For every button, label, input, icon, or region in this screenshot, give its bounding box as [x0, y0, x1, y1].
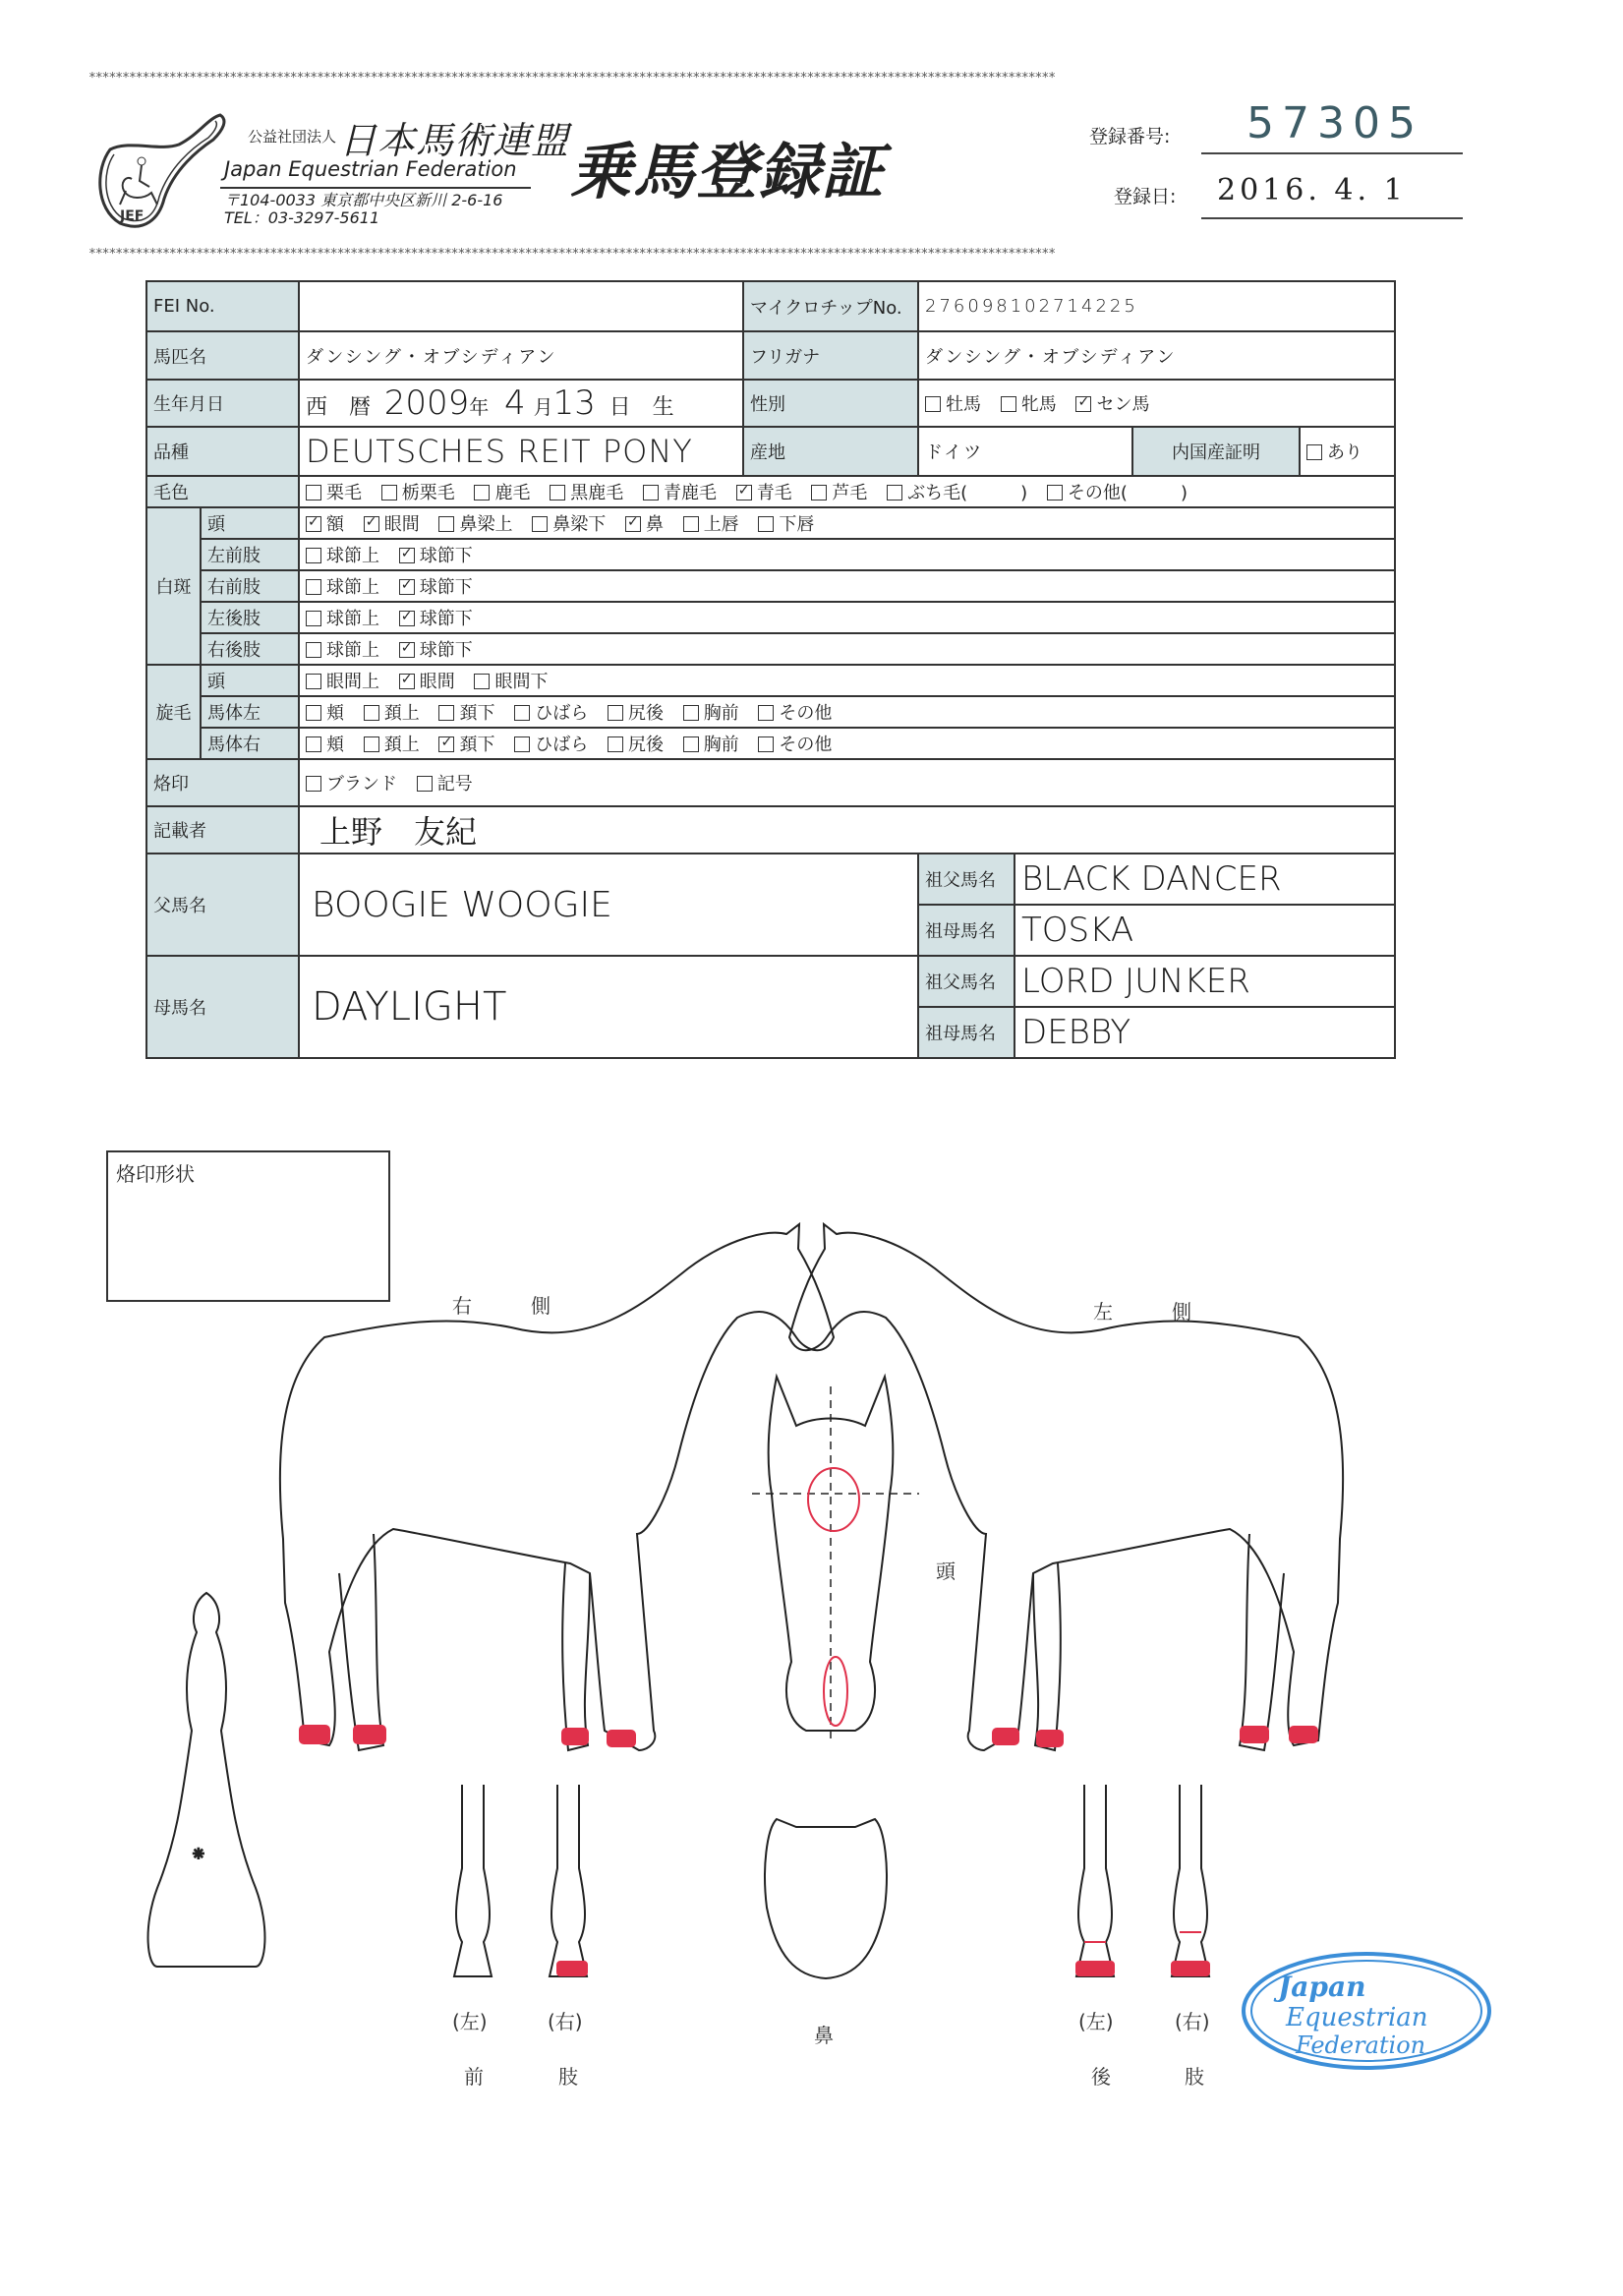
tel-line: TEL：03-3297-5611 — [224, 208, 380, 227]
breed-value[interactable]: DEUTSCHES REIT PONY — [299, 427, 743, 476]
option-label: ひばら — [535, 703, 589, 724]
sire-label: 父馬名 — [146, 854, 299, 956]
option-label: 頬 — [326, 735, 345, 755]
svg-text:Japan: Japan — [1278, 1971, 1366, 2003]
option-label: 頚下 — [459, 735, 495, 755]
option-label: 青鹿毛 — [663, 483, 717, 503]
hind-caption-2: 肢 — [1185, 2065, 1204, 2089]
option-label: 鼻梁下 — [552, 514, 607, 535]
fore-right-caption: (右) — [548, 2010, 583, 2033]
birth-day-unit: 日 生 — [609, 395, 674, 420]
sire-grandsire-value[interactable]: BLACK DANCER — [1014, 854, 1395, 905]
registration-date-label: 登録日: — [1114, 186, 1177, 207]
white-right-fore-label: 右前肢 — [201, 570, 299, 602]
option-label: その他 — [779, 735, 833, 755]
option-label: 鹿毛 — [494, 483, 531, 503]
option-label: 球節下 — [419, 609, 473, 629]
option-label: 球節下 — [419, 640, 473, 661]
option-label: セン馬 — [1096, 394, 1150, 415]
option-label: 尻後 — [627, 735, 664, 755]
right-side-horse-outline — [280, 1224, 834, 1750]
dam-granddam-value[interactable]: DEBBY — [1014, 1007, 1395, 1058]
document-title: 乗馬登録証 — [570, 136, 886, 207]
head-caption: 頭 — [936, 1560, 956, 1583]
birth-day: 13 — [552, 383, 596, 423]
recorder-value[interactable]: 上野 友紀 — [299, 806, 1395, 854]
birth-year: 2009 — [383, 383, 470, 423]
option-label: ブランド — [326, 774, 398, 795]
fore-left-caption: (左) — [452, 2010, 488, 2033]
fore-caption-2: 肢 — [558, 2065, 578, 2089]
option-label: 鼻 — [645, 514, 664, 535]
dam-value[interactable]: DAYLIGHT — [299, 956, 918, 1058]
recorder-label: 記載者 — [146, 806, 299, 854]
front-head-outline — [752, 1377, 919, 1740]
whorls-label: 旋毛 — [146, 665, 201, 759]
option-label: 頬 — [326, 703, 345, 724]
microchip-value[interactable]: 276098102714225 — [918, 281, 1395, 331]
option-label: 上唇 — [703, 514, 739, 535]
origin-label: 産地 — [743, 427, 918, 476]
whorl-head-label: 頭 — [201, 665, 299, 696]
birth-label: 生年月日 — [146, 380, 299, 427]
star-divider-top: ************************************************************************************************************************************************ — [88, 72, 1056, 86]
org-prefix: 公益社団法人 — [248, 128, 337, 146]
option-label: 胸前 — [703, 703, 739, 724]
svg-text:Equestrian: Equestrian — [1286, 2003, 1428, 2032]
brand-shape-label: 烙印形状 — [116, 1162, 195, 1186]
top-view-horse-outline — [148, 1593, 265, 1967]
fore-caption-1: 前 — [464, 2065, 484, 2089]
right-side-caption: 右 側 — [452, 1294, 551, 1318]
option-label: ぶち毛( ) — [907, 483, 1028, 503]
white-head-label: 頭 — [201, 507, 299, 539]
option-label: 牝馬 — [1020, 394, 1057, 415]
org-name-en: Japan Equestrian Federation — [224, 157, 517, 181]
option-label: 記号 — [436, 774, 473, 795]
option-label: 球節下 — [419, 577, 473, 598]
sire-granddam-value[interactable]: TOSKA — [1014, 905, 1395, 956]
registration-number-label: 登録番号: — [1089, 126, 1171, 147]
option-label: 栃栗毛 — [401, 483, 455, 503]
option-label: 眼間上 — [326, 672, 380, 692]
white-markings-label: 白斑 — [146, 507, 201, 665]
origin-value[interactable]: ドイツ — [918, 427, 1132, 476]
option-label: 頚上 — [383, 735, 420, 755]
dam-grandsire-label: 祖父馬名 — [918, 956, 1014, 1007]
option-label: 球節上 — [326, 577, 380, 598]
option-label: 芦毛 — [832, 483, 868, 503]
white-marking-annotations — [300, 1468, 1317, 1975]
registration-number-value: 57305 — [1246, 98, 1423, 148]
horse-name-label: 馬匹名 — [146, 331, 299, 380]
fei-label: FEI No. — [146, 281, 299, 331]
option-label: 額 — [326, 514, 345, 535]
option-label: 球節上 — [326, 546, 380, 566]
domestic-cert-label: 内国産証明 — [1132, 427, 1300, 476]
option-label: 球節上 — [326, 609, 380, 629]
option-label: その他( ) — [1067, 483, 1188, 503]
whorl-mark-icon: ✳ — [193, 1847, 204, 1862]
whorl-body-left-label: 馬体左 — [201, 696, 299, 728]
birth-year-unit: 年 — [469, 395, 490, 419]
option-label: 頚上 — [383, 703, 420, 724]
option-label: あり — [1327, 442, 1363, 463]
sire-grandsire-label: 祖父馬名 — [918, 854, 1014, 905]
address-line: 〒104-0033 東京都中央区新川 2-6-16 — [224, 191, 503, 209]
brand-label: 烙印 — [146, 759, 299, 806]
svg-text:Federation: Federation — [1296, 2031, 1426, 2059]
birth-era: 西 暦 — [306, 395, 372, 420]
hind-left-caption: (左) — [1078, 2010, 1114, 2033]
leg-diagrams — [454, 1785, 1209, 1978]
white-left-hind-label: 左後肢 — [201, 602, 299, 633]
option-label: ひばら — [535, 735, 589, 755]
sire-value[interactable]: BOOGIE WOOGIE — [299, 854, 918, 956]
furigana-label: フリガナ — [743, 331, 918, 380]
option-label: 球節上 — [326, 640, 380, 661]
option-label: 球節下 — [419, 546, 473, 566]
coat-label: 毛色 — [146, 476, 299, 507]
hind-caption-1: 後 — [1091, 2065, 1111, 2089]
option-label: 胸前 — [703, 735, 739, 755]
option-label: 下唇 — [779, 514, 815, 535]
option-label: その他 — [779, 703, 833, 724]
sex-label: 性別 — [743, 380, 918, 427]
option-label: 黒鹿毛 — [570, 483, 624, 503]
option-label: 尻後 — [627, 703, 664, 724]
left-side-caption: 左 側 — [1093, 1300, 1191, 1324]
birth-month-unit: 月 — [533, 395, 553, 419]
dam-label: 母馬名 — [146, 956, 299, 1058]
nose-caption: 鼻 — [814, 2024, 834, 2047]
white-right-hind-label: 右後肢 — [201, 633, 299, 665]
nose-outline — [765, 1819, 887, 1978]
stamp-oval-icon — [1239, 1947, 1494, 2075]
org-name-ja: 日本馬術連盟 — [339, 119, 570, 162]
option-label: 栗毛 — [326, 483, 363, 503]
option-label: 眼間下 — [494, 672, 549, 692]
dam-granddam-label: 祖母馬名 — [918, 1007, 1014, 1058]
option-label: 青毛 — [756, 483, 792, 503]
sire-granddam-label: 祖母馬名 — [918, 905, 1014, 956]
horse-name-value[interactable]: ダンシング・オブシディアン — [299, 331, 743, 380]
svg-text:JEF: JEF — [120, 208, 145, 224]
birth-month: 4 — [504, 383, 526, 423]
white-left-fore-label: 左前肢 — [201, 539, 299, 570]
breed-label: 品種 — [146, 427, 299, 476]
dam-grandsire-value[interactable]: LORD JUNKER — [1014, 956, 1395, 1007]
registration-date-value: 2016. 4. 1 — [1217, 173, 1407, 207]
option-label: 眼間 — [419, 672, 455, 692]
whorl-body-right-label: 馬体右 — [201, 728, 299, 759]
furigana-value[interactable]: ダンシング・オブシディアン — [918, 331, 1395, 380]
jef-stamp — [1239, 1947, 1494, 2075]
option-label: 牡馬 — [946, 394, 982, 415]
hind-right-caption: (右) — [1175, 2010, 1210, 2033]
microchip-label: マイクロチップNo. — [743, 281, 918, 331]
star-divider-bottom: ************************************************************************************************************************************************ — [88, 248, 1056, 262]
option-label: 頚下 — [459, 703, 495, 724]
option-label: 鼻梁上 — [459, 514, 513, 535]
option-label: 眼間 — [383, 514, 420, 535]
